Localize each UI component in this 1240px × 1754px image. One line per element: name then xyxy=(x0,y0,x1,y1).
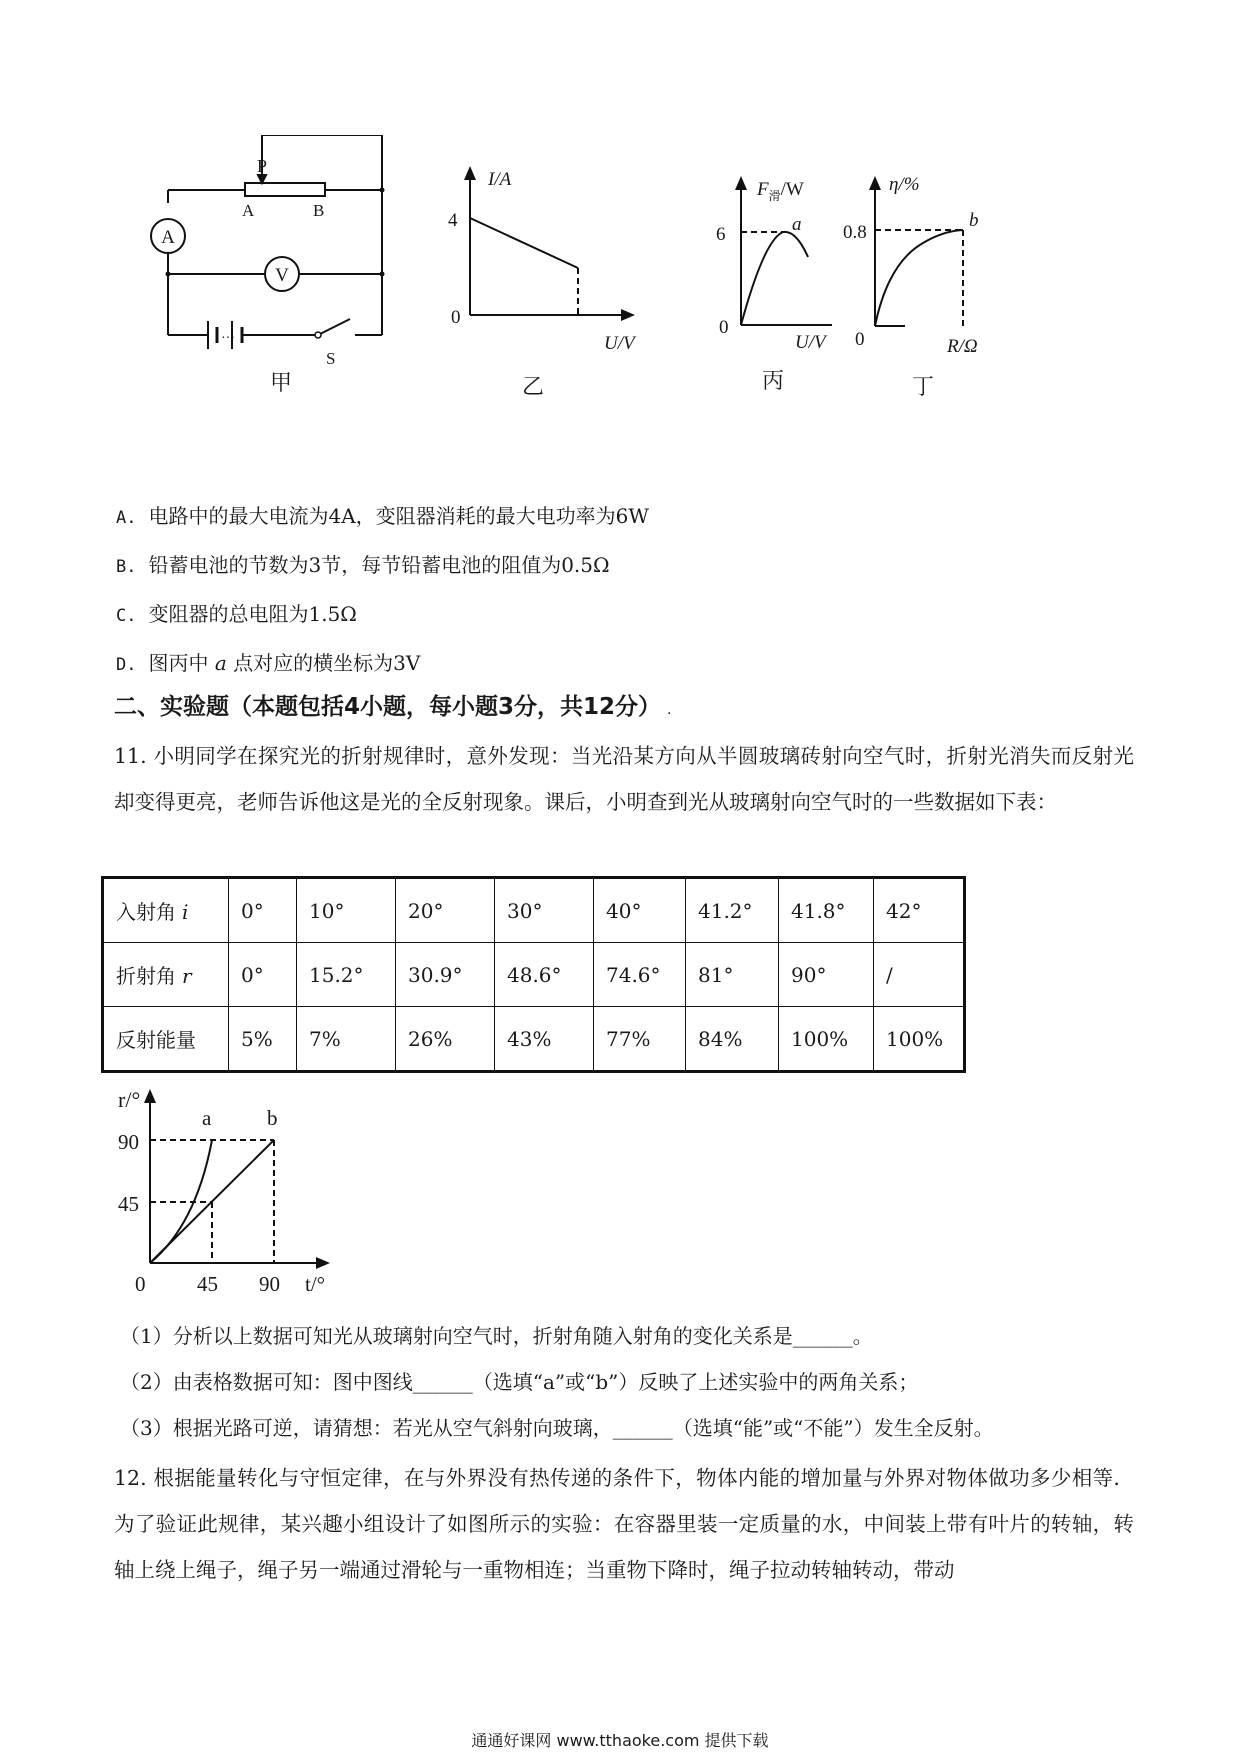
table-cell: 7% xyxy=(297,1007,396,1072)
table-cell: 81° xyxy=(686,943,779,1007)
bing-origin: 0 xyxy=(719,317,729,338)
table-cell: 77% xyxy=(594,1007,686,1072)
voltmeter-icon: V xyxy=(275,265,289,286)
q12-text: 12. 根据能量转化与守恒定律，在与外界没有热传递的条件下，物体内能的增加量与外界对物体做功多少相等．为了验证此规律，某兴趣小组设计了如图所示的实验：在容器里装一定质量的水，中间装上带有叶片的转轴，转轴上绕上绳子，绳子另一端通过滑轮与一重物相连；当重物下降时，绳子拉动转轴转动，带动 xyxy=(114,1466,1134,1582)
bing-ylabel: $F_滑/W$ xyxy=(757,179,804,203)
table-cell: 100% xyxy=(874,1007,965,1072)
option-d: D. 图丙中 a 点对应的横坐标为3V xyxy=(116,651,421,675)
yi-origin: 0 xyxy=(451,307,461,328)
table-cell: 5% xyxy=(229,1007,297,1072)
figure-caption-bing: 丙 xyxy=(762,369,785,394)
table-cell: 100% xyxy=(779,1007,874,1072)
bing-ytick: 6 xyxy=(716,224,726,245)
table-cell: 48.6° xyxy=(495,943,594,1007)
ding-ytick: 0.8 xyxy=(843,222,867,243)
row-header: 入射角 i xyxy=(103,878,229,943)
table-cell: 15.2° xyxy=(297,943,396,1007)
angles-ylabel: r/° xyxy=(118,1087,141,1112)
angles-xtick-45: 45 xyxy=(197,1272,218,1296)
angles-ytick-90: 90 xyxy=(118,1130,139,1154)
graph-angles xyxy=(104,1085,344,1300)
yi-ytick: 4 xyxy=(448,210,458,231)
table-cell: 30° xyxy=(495,878,594,943)
figure-caption-jia: 甲 xyxy=(270,371,293,396)
table-cell: 42° xyxy=(874,878,965,943)
table-cell: 74.6° xyxy=(594,943,686,1007)
graph-ding xyxy=(843,168,1013,358)
table-cell: 84% xyxy=(686,1007,779,1072)
data-table xyxy=(101,876,966,1073)
line-b-label: b xyxy=(267,1106,278,1130)
table-cell: 26% xyxy=(396,1007,495,1072)
ding-origin: 0 xyxy=(855,329,865,350)
ding-ylabel: η/% xyxy=(889,174,920,195)
q11-sub-3: （3）根据光路可逆，请猜想：若光从空气斜射向玻璃，______（选填“能”或“不能”）发生全反射。 xyxy=(120,1416,994,1440)
ammeter-icon: A xyxy=(161,227,175,248)
graph-yi xyxy=(440,160,650,360)
table-cell: 43% xyxy=(495,1007,594,1072)
bing-point-a: a xyxy=(792,214,802,235)
ding-xlabel: R/Ω xyxy=(947,336,978,357)
table-row xyxy=(103,878,965,943)
circuit-diagram xyxy=(130,135,400,400)
q11-intro: 11. 小明同学在探究光的折射规律时，意外发现：当光沿某方向从半圆玻璃砖射向空气时，折射光消失而反射光却变得更亮，老师告诉他这是光的全反射现象。课后，小明查到光从玻璃射向空气时的一些数据如下表： xyxy=(114,744,1134,814)
yi-xlabel: U/V xyxy=(604,333,635,354)
q11-sub-2: （2）由表格数据可知：图中图线______（选填“a”或“b”）反映了上述实验中的两角关系； xyxy=(120,1370,919,1394)
option-a: A. 电路中的最大电流为4A，变阻器消耗的最大电功率为6W xyxy=(116,504,649,528)
row-header: 折射角 r xyxy=(103,943,229,1007)
ding-point-b: b xyxy=(969,210,979,231)
table-cell: / xyxy=(874,943,965,1007)
table-cell: 40° xyxy=(594,878,686,943)
page-footer: 通通好课网 www.tthaoke.com 提供下载 xyxy=(471,1731,769,1750)
angles-xlabel: t/° xyxy=(305,1272,326,1296)
q11-sub-1: （1）分析以上数据可知光从玻璃射向空气时，折射角随入射角的变化关系是______。 xyxy=(120,1324,873,1348)
row-header: 反射能量 xyxy=(103,1007,229,1072)
table-cell: 30.9° xyxy=(396,943,495,1007)
table-cell: 20° xyxy=(396,878,495,943)
switch-label: S xyxy=(326,349,336,368)
table-cell: 41.2° xyxy=(686,878,779,943)
graph-bing xyxy=(712,170,847,355)
figure-caption-yi: 乙 xyxy=(522,375,545,400)
option-b: B. 铅蓄电池的节数为3节，每节铅蓄电池的阻值为0.5Ω xyxy=(116,553,610,577)
table-cell: 90° xyxy=(779,943,874,1007)
figure-caption-ding: 丁 xyxy=(912,375,935,400)
table-row xyxy=(103,1007,965,1072)
slider-label: P xyxy=(256,156,268,176)
bing-xlabel: U/V xyxy=(795,332,826,353)
curve-a-label: a xyxy=(202,1106,212,1130)
table-cell: 41.8° xyxy=(779,878,874,943)
yi-ylabel: I/A xyxy=(488,169,512,190)
section-title: 二、实验题（本题包括4小题，每小题3分，共12分） . xyxy=(114,694,672,720)
table-cell: 0° xyxy=(229,943,297,1007)
terminal-a-label: A xyxy=(242,201,255,220)
table-cell: 0° xyxy=(229,878,297,943)
table-cell: 10° xyxy=(297,878,396,943)
option-c: C. 变阻器的总电阻为1.5Ω xyxy=(116,602,357,626)
angles-xtick-0: 0 xyxy=(135,1272,146,1296)
battery-dots: ··· xyxy=(221,331,235,346)
angles-xtick-90: 90 xyxy=(259,1272,280,1296)
terminal-b-label: B xyxy=(313,201,325,220)
table-row xyxy=(103,943,965,1007)
angles-ytick-45: 45 xyxy=(118,1192,139,1216)
